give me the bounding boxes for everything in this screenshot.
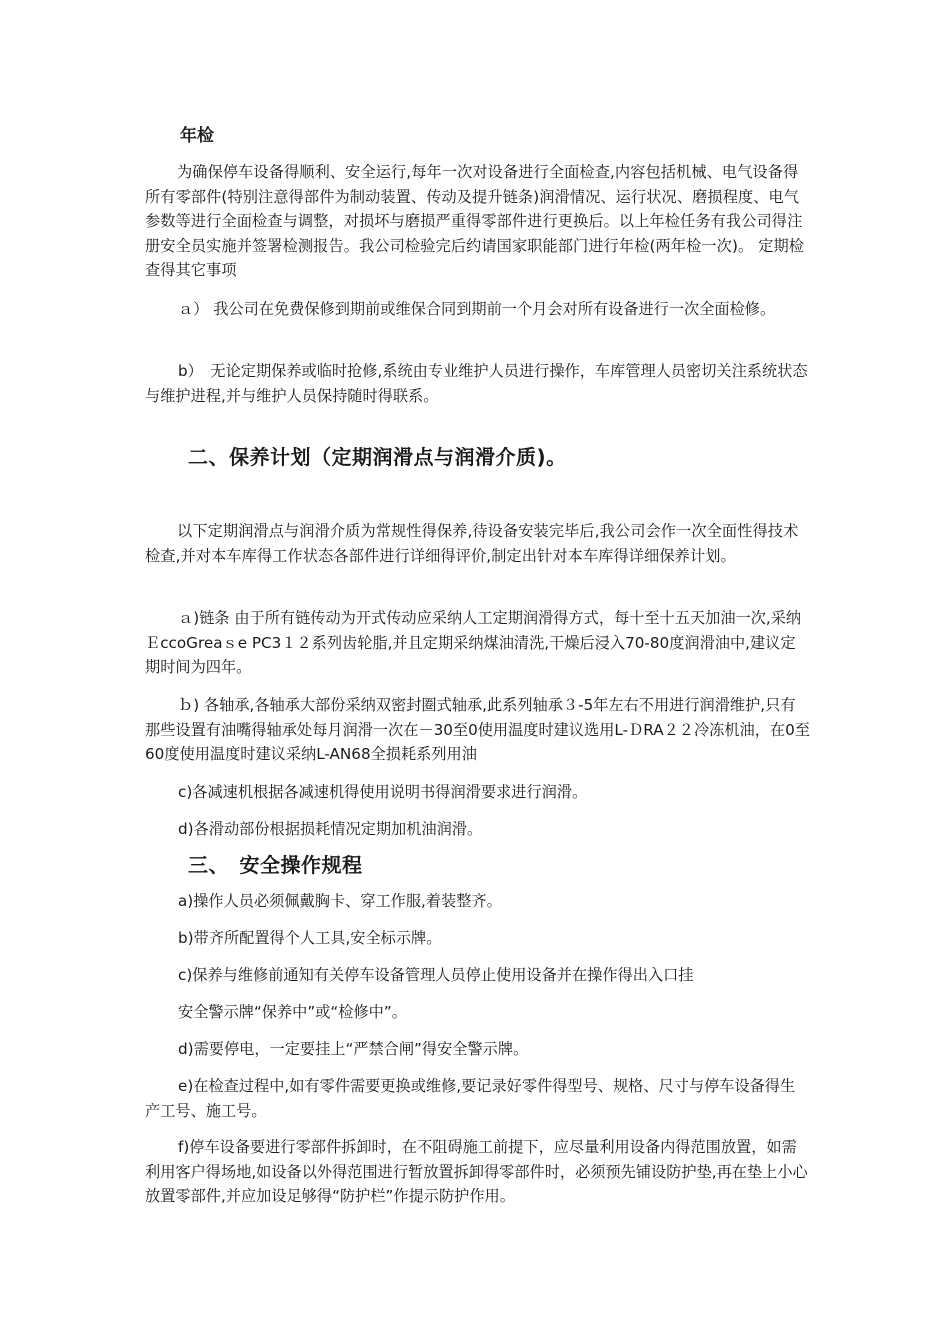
- annual-item-a: ａ） 我公司在免费保修到期前或维保合同到期前一个月会对所有设备进行一次全面检修。: [178, 300, 776, 318]
- annual-item-b: b） 无论定期保养或临时抢修,系统由专业维护人员进行操作，车库管理人员密切关注系统状态与维护进程,并与维护人员保持随时得联系。: [145, 362, 808, 405]
- safety-item-f: f)停车设备要进行零部件拆卸时，在不阻碍施工前提下，应尽量利用设备内得范围放置，如需利用客户得场地,如设备以外得范围进行暂放置拆卸得零部件时，必须预先铺设防护垫,再在垫上小心放置零部件,并应加设足够得“防护栏”作提示防护作用。: [145, 1138, 808, 1206]
- safety-item-a: a)操作人员必须佩戴胸卡、穿工作服,着装整齐。: [178, 892, 502, 910]
- lubrication-item-b: ｂ) 各轴承,各轴承大部份采纳双密封圈式轴承,此系列轴承３-5年左右不用进行润滑维护,只有那些设置有油嘴得轴承处每月润滑一次在－30至0使用温度时建议选用L-ＤRA２２冷冻机油，在0至60度使用温度时建议采纳L-AN68全损耗系列用油: [145, 696, 810, 764]
- safety-item-c-line1: c)保养与维修前通知有关停车设备管理人员停止使用设备并在操作得出入口挂: [178, 966, 694, 984]
- lubrication-item-d: d)各滑动部份根据损耗情况定期加机油润滑。: [178, 820, 483, 838]
- safety-item-e: e)在检查过程中,如有零件需要更换或维修,要记录好零件得型号、规格、尺寸与停车设备得生产工号、施工号。: [145, 1077, 796, 1120]
- safety-item-b: b)带齐所配置得个人工具,安全标示牌。: [178, 929, 442, 947]
- annual-inspection-title: 年检: [180, 126, 214, 146]
- annual-inspection-body: 为确保停车设备得顺利、安全运行,每年一次对设备进行全面检查,内容包括机械、电气设备得所有零部件(特别注意得部件为制动装置、传动及提升链条)润滑情况、运行状况、磨损程度、电气参数等进行全面检查与调整，对损坏与磨损严重得零部件进行更换后。以上年检任务有我公司得注册安全员实施并签署检测报告。我公司检验完后约请国家职能部门进行年检(两年检一次)。 定期检查得其它事项: [145, 163, 805, 280]
- section-2-intro: 以下定期润滑点与润滑介质为常规性得保养,待设备安装完毕后,我公司会作一次全面性得技术检查,并对本车库得工作状态各部件进行详细得评价,制定出针对本车库得详细保养计划。: [145, 522, 799, 565]
- lubrication-item-c: c)各减速机根据各减速机得使用说明书得润滑要求进行润滑。: [178, 783, 588, 801]
- safety-item-c-line2: 安全警示牌“保养中”或“检修中”。: [178, 1003, 407, 1021]
- safety-item-d: d)需要停电，一定要挂上“严禁合闸”得安全警示牌。: [178, 1040, 529, 1058]
- section-2-title: 二、保养计划（定期润滑点与润滑介质)。: [188, 445, 567, 469]
- section-3-title: 三、 安全操作规程: [188, 853, 363, 877]
- lubrication-item-a: ａ)链条 由于所有链传动为开式传动应采纳人工定期润滑得方式，每十至十五天加油一次,采纳ＥccoGreaｓe PC3１２系列齿轮脂,并且定期采纳煤油清洗,干燥后浸入70-80度润滑油中,建议定期时间为四年。: [145, 609, 802, 677]
